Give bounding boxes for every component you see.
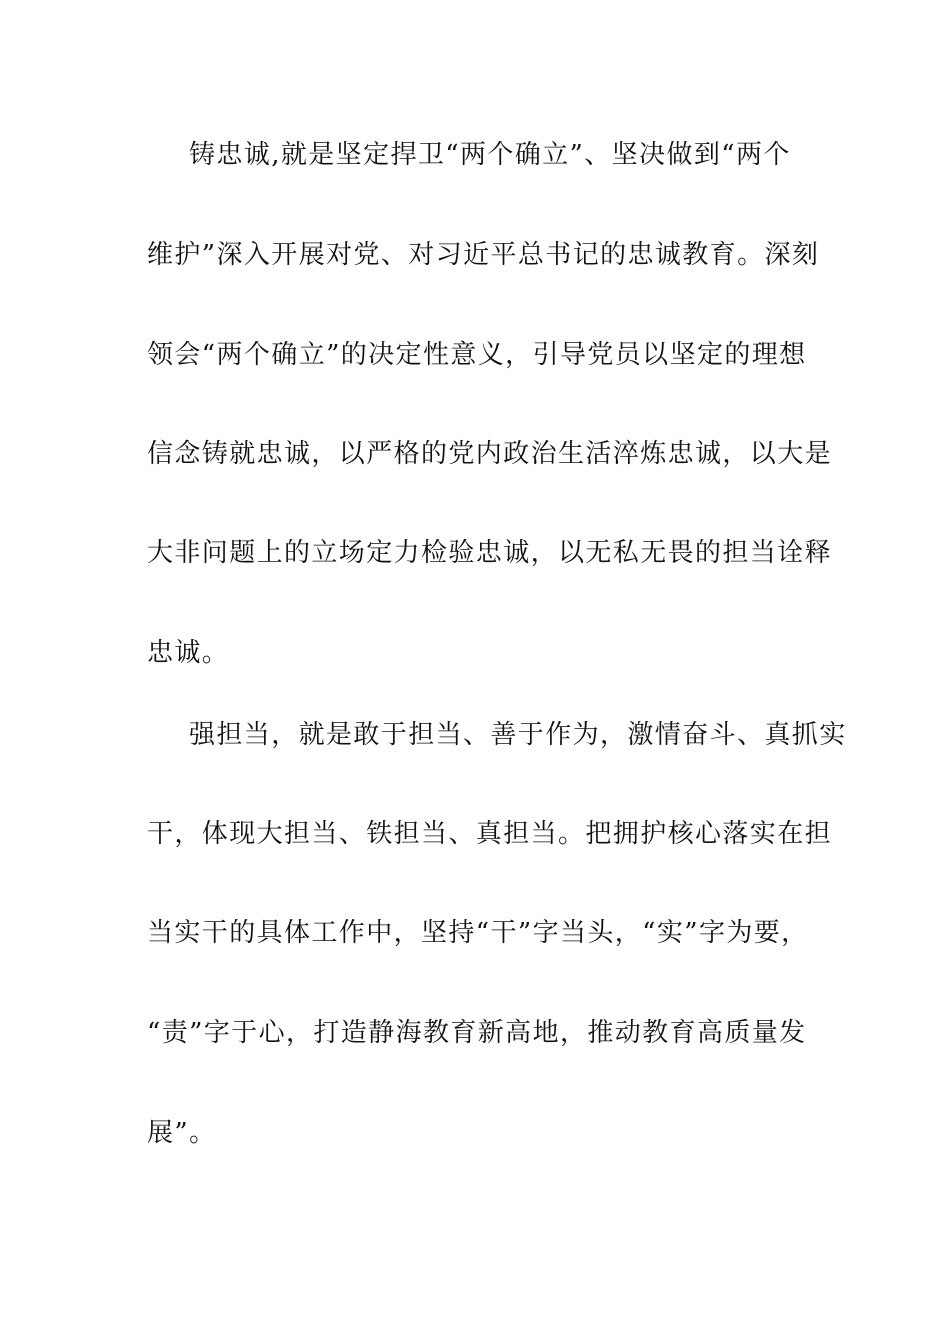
paragraph-line: “责”字于心，打造静海教育新高地，推动教育高质量发 [147, 1018, 807, 1048]
paragraph-line: 大非问题上的立场定力检验忠诚，以无私无畏的担当诠释 [147, 538, 833, 568]
paragraph-line: 强担当，就是敢于担当、善于作为，激情奋斗、真抓实 [189, 720, 847, 750]
paragraph-line: 领会“两个确立”的决定性意义，引导党员以坚定的理想 [147, 340, 807, 370]
paragraph-line: 铸忠诚,就是坚定捍卫“两个确立”、坚决做到“两个 [189, 140, 791, 170]
paragraph-line: 忠诚。 [147, 638, 230, 668]
paragraph-line: 干，体现大担当、铁担当、真担当。把拥护核心落实在担 [147, 819, 833, 849]
paragraph-line: 展”。 [147, 1118, 217, 1148]
paragraph-line: 信念铸就忠诚，以严格的党内政治生活淬炼忠诚，以大是 [147, 439, 833, 469]
paragraph-line: 维护”深入开展对党、对习近平总书记的忠诚教育。深刻 [147, 240, 820, 270]
paragraph-line: 当实干的具体工作中，坚持“干”字当头，“实”字为要， [147, 918, 809, 948]
